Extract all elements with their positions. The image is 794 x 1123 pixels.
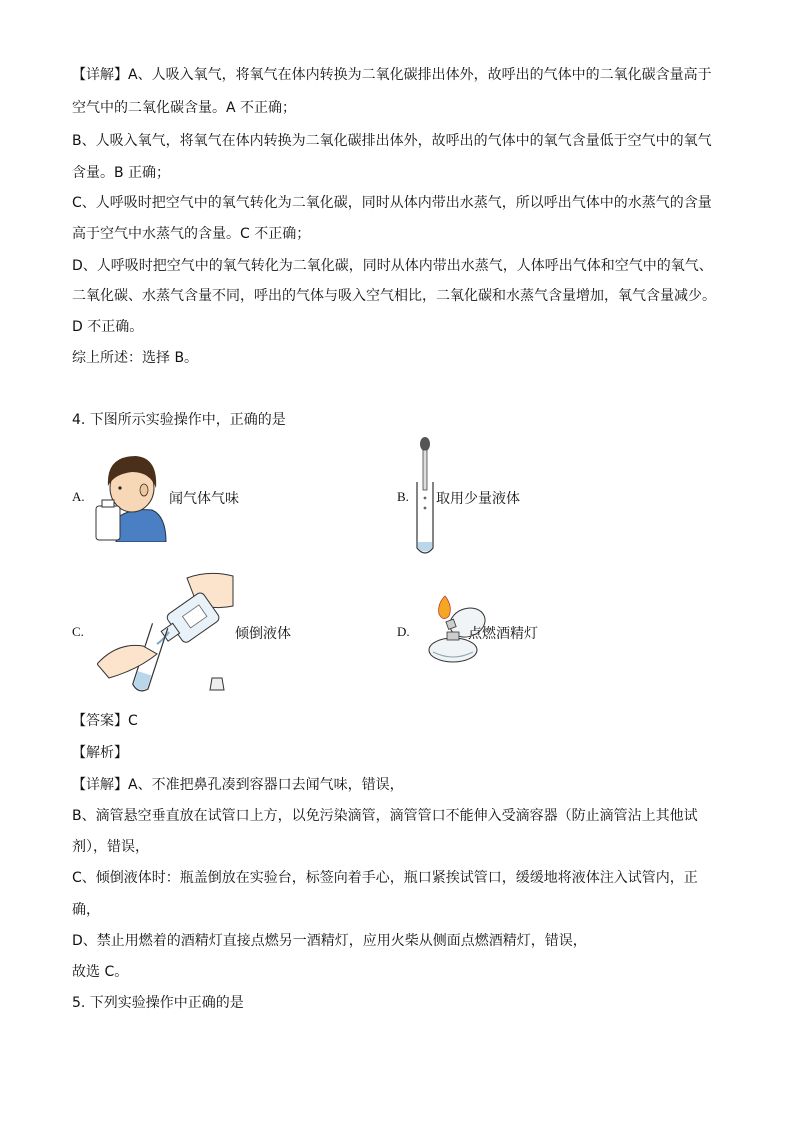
option-a-text: 闻气体气味 bbox=[169, 491, 239, 507]
question-5-stem: 5. 下列实验操作中正确的是 bbox=[72, 995, 244, 1011]
detail-line: 综上所述：选择 B。 bbox=[72, 350, 199, 366]
option-c-letter: C. bbox=[72, 624, 84, 639]
detail-line: 确， bbox=[72, 902, 100, 918]
option-b-letter: B. bbox=[397, 489, 409, 504]
answer-line: 【答案】C bbox=[72, 713, 138, 729]
option-d-text: 点燃酒精灯 bbox=[468, 626, 538, 642]
option-a-letter: A. bbox=[72, 489, 85, 504]
detail-line: 含量。B 正确； bbox=[72, 165, 171, 181]
option-c-text: 倾倒液体 bbox=[235, 626, 291, 642]
detail-line: 故选 C。 bbox=[72, 964, 129, 980]
detail-line: B、滴管悬空垂直放在试管口上方，以免污染滴管，滴管管口不能伸入受滴容器（防止滴管沾上其他试 bbox=[72, 808, 698, 824]
bottle-stopper-icon bbox=[208, 676, 226, 692]
detail-line: 【详解】A、不准把鼻孔凑到容器口去闻气味，错误， bbox=[72, 777, 404, 793]
smelling-gas-icon bbox=[92, 450, 168, 542]
question-4-stem: 4. 下图所示实验操作中，正确的是 bbox=[72, 412, 286, 428]
detail-line: 【详解】A、人吸入氧气，将氧气在体内转换为二氧化碳排出体外，故呼出的气体中的二氧化碳含量高于 bbox=[72, 67, 712, 83]
detail-line: D、禁止用燃着的酒精灯直接点燃另一酒精灯，应用火柴从侧面点燃酒精灯，错误， bbox=[72, 933, 587, 949]
detail-line: D、人呼吸时把空气中的氧气转化为二氧化碳，同时从体内带出水蒸气，人体呼出气体和空气中的氧气、 bbox=[72, 258, 713, 274]
analysis-heading: 【解析】 bbox=[72, 745, 128, 761]
option-b-text: 取用少量液体 bbox=[436, 491, 520, 507]
detail-line: 二氧化碳、水蒸气含量不同，呼出的气体与吸入空气相比，二氧化碳和水蒸气含量增加，氧气含量减少。 bbox=[72, 288, 716, 304]
detail-line: 剂），错误， bbox=[72, 839, 149, 855]
dropper-test-tube-icon bbox=[414, 436, 436, 558]
detail-line: D 不正确。 bbox=[72, 319, 144, 335]
detail-line: 空气中的二氧化碳含量。A 不正确； bbox=[72, 100, 297, 116]
detail-line: 高于空气中水蒸气的含量。C 不正确； bbox=[72, 226, 311, 242]
option-d-letter: D. bbox=[397, 624, 410, 639]
detail-line: C、人呼吸时把空气中的氧气转化为二氧化碳，同时从体内带出水蒸气，所以呼出气体中的水蒸气的含量 bbox=[72, 195, 712, 211]
detail-line: C、倾倒液体时：瓶盖倒放在实验台，标签向着手心，瓶口紧挨试管口，缓缓地将液体注入试管内，正 bbox=[72, 870, 698, 886]
detail-line: B、人吸入氧气，将氧气在体内转换为二氧化碳排出体外，故呼出的气体中的氧气含量低于空气中的氧气 bbox=[72, 133, 712, 149]
